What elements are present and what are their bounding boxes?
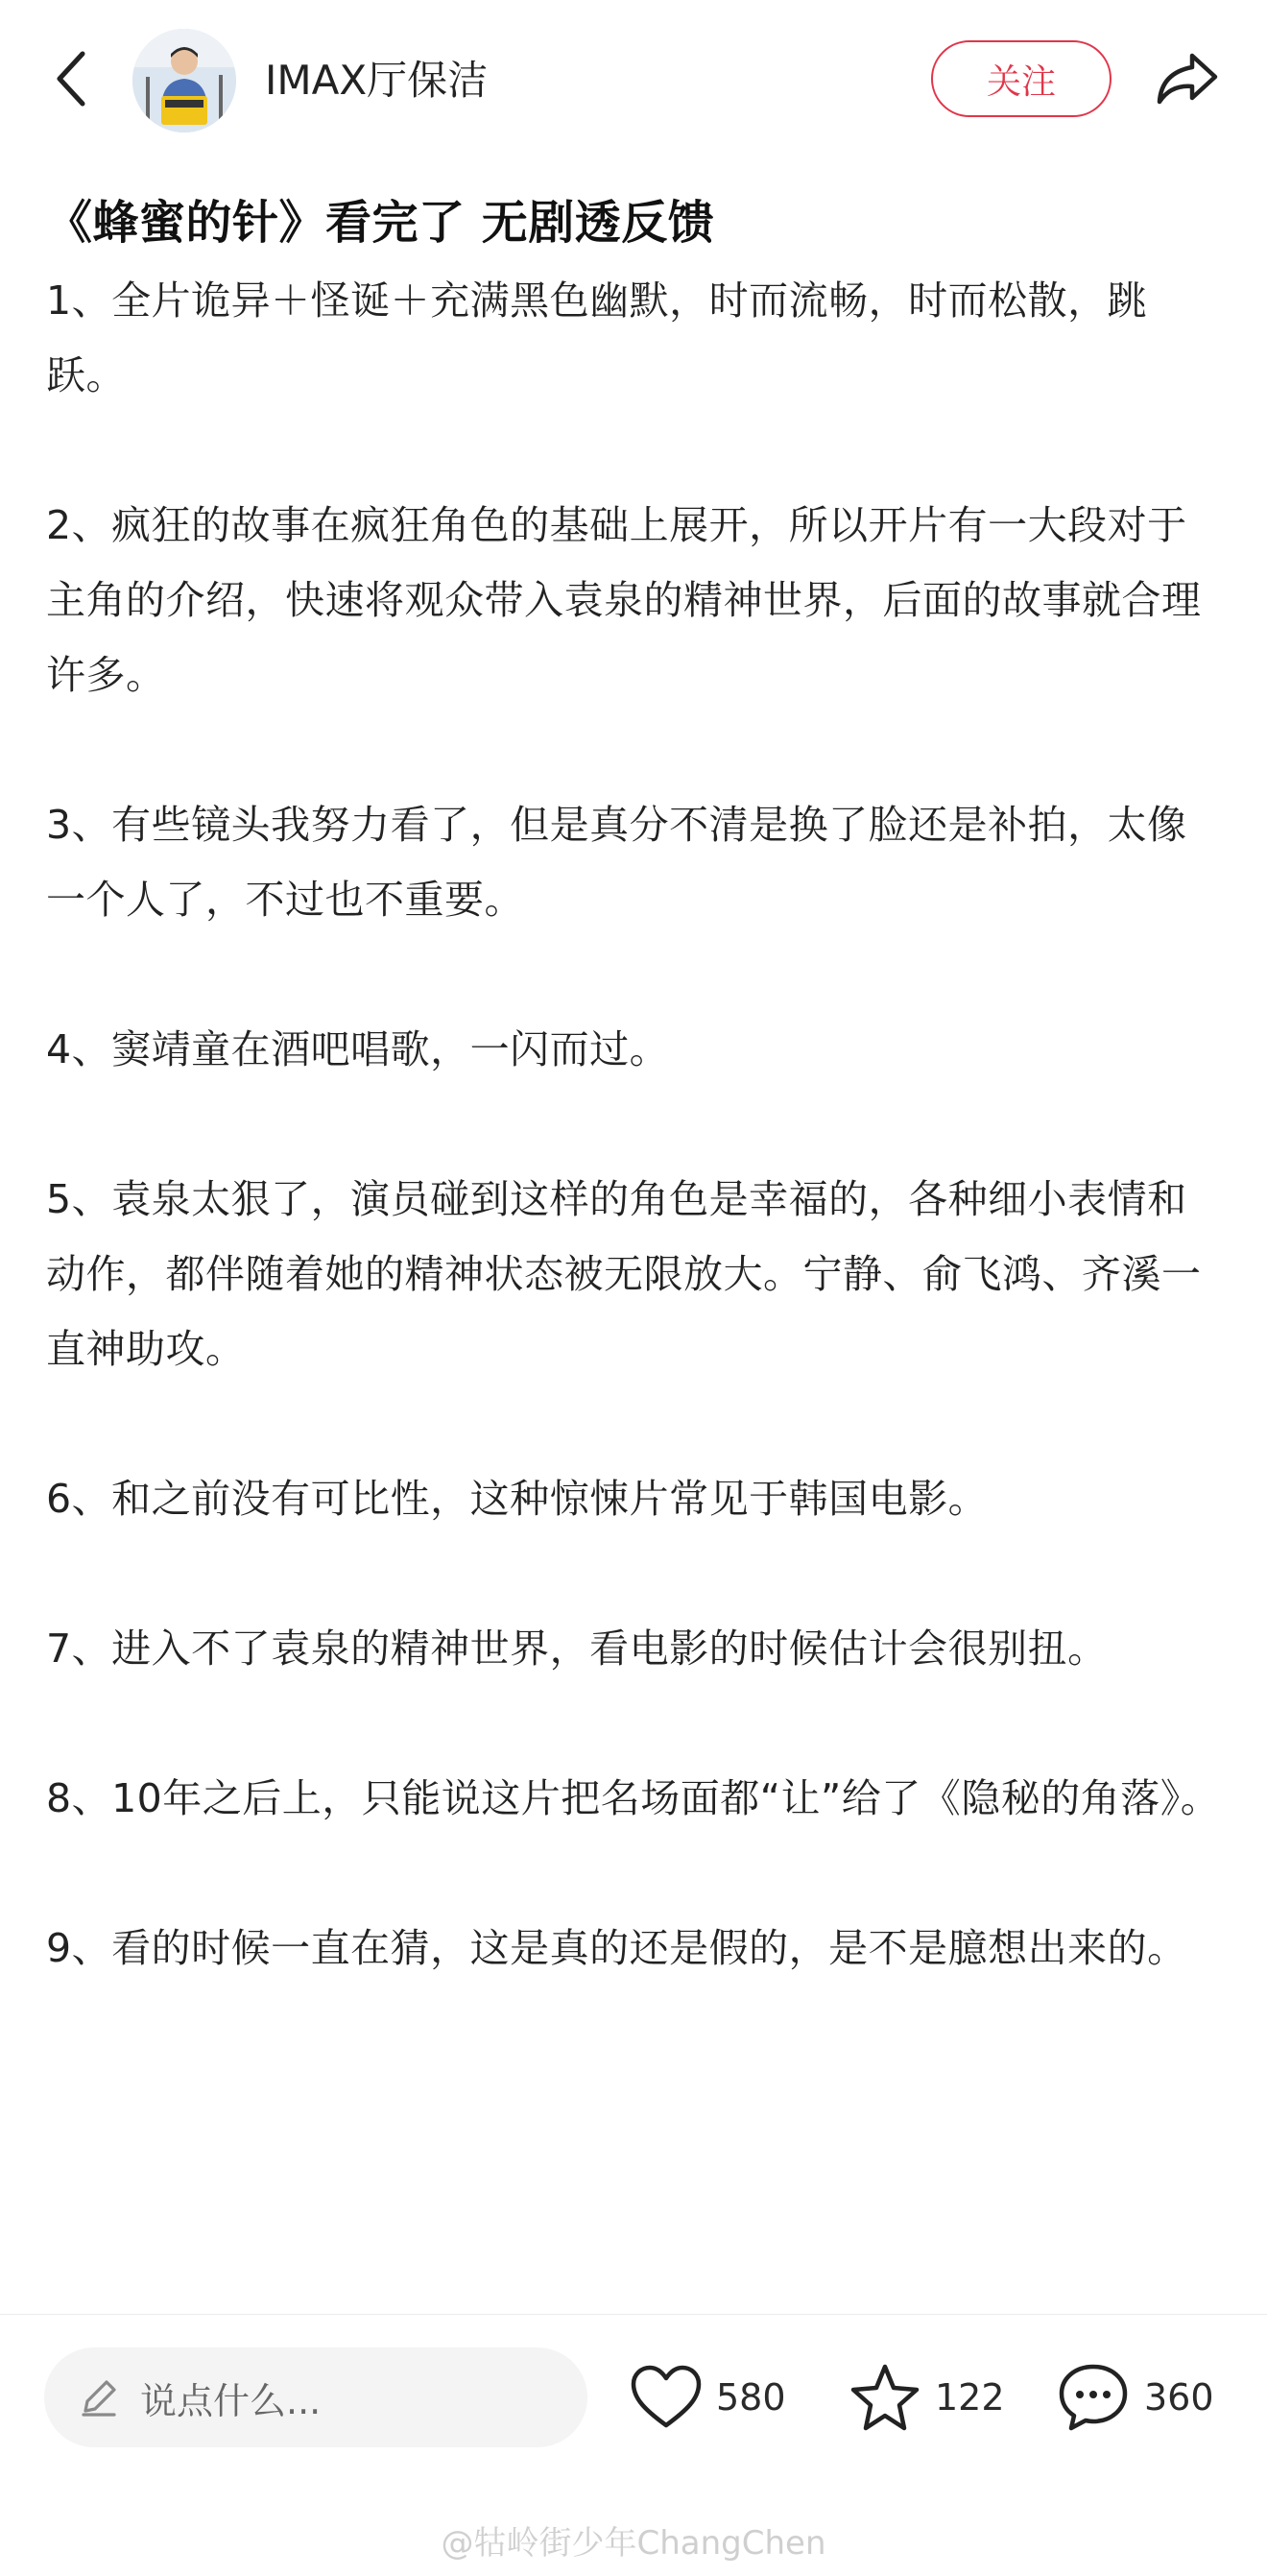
top-navigation-bar <box>0 0 1267 163</box>
bottom-action-bar <box>0 2314 1267 2576</box>
avatar[interactable] <box>132 29 236 132</box>
user-avatar-icon <box>132 29 236 132</box>
favorite-button[interactable] <box>849 2353 1005 2442</box>
post-paragraph-5: 5、袁泉太狠了，演员碰到这样的角色是幸福的，各种细小表情和动作，都伴随着她的精神状态被无限放大。宁静、俞飞鸿、齐溪一直神助攻。 <box>46 1176 1202 1372</box>
post-body <box>46 263 1227 1986</box>
share-arrow-icon <box>1154 50 1219 108</box>
post-paragraph-1: 1、全片诡异＋怪诞＋充满黑色幽默，时而流畅，时而松散，跳跃。 <box>46 277 1148 398</box>
post-paragraph-2: 2、疯狂的故事在疯狂角色的基础上展开，所以开片有一大段对于主角的介绍，快速将观众带入袁泉的精神世界，后面的故事就合理许多。 <box>46 502 1202 698</box>
comment-input[interactable] <box>44 2347 587 2447</box>
follow-button[interactable]: 关注 <box>931 40 1112 117</box>
post-paragraph-6: 6、和之前没有可比性，这种惊悚片常见于韩国电影。 <box>46 1476 989 1522</box>
favorite-count: 122 <box>935 2376 1005 2419</box>
post-paragraph-9: 9、看的时候一直在猜，这是真的还是假的，是不是臆想出来的。 <box>46 1925 1187 1971</box>
post-title: 《蜂蜜的针》看完了 无剧透反馈 <box>46 196 715 250</box>
chevron-left-icon <box>52 48 90 109</box>
post-paragraph-7: 7、进入不了袁泉的精神世界，看电影的时候估计会很别扭。 <box>46 1625 1108 1672</box>
post-paragraph-4: 4、窦靖童在酒吧唱歌，一闪而过。 <box>46 1026 670 1072</box>
watermark: @牯岭街少年ChangChen <box>441 2524 826 2563</box>
comment-placeholder: 说点什么... <box>140 2379 322 2422</box>
pencil-icon <box>75 2373 123 2421</box>
post-paragraph-8: 8、10年之后上，只能说这片把名场面都“让”给了《隐秘的角落》。 <box>46 1775 1221 1821</box>
share-button[interactable] <box>1148 40 1225 117</box>
like-button[interactable] <box>630 2353 786 2442</box>
post-paragraph-3: 3、有些镜头我努力看了，但是真分不清是换了脸还是补拍，太像一个人了，不过也不重要。 <box>46 802 1187 923</box>
comment-count: 360 <box>1144 2376 1214 2419</box>
comment-button[interactable] <box>1056 2353 1214 2442</box>
star-icon <box>849 2362 921 2433</box>
back-button[interactable] <box>42 40 100 117</box>
comment-bubble-icon <box>1056 2361 1131 2434</box>
like-count: 580 <box>716 2376 786 2419</box>
heart-icon <box>630 2364 703 2431</box>
post-content <box>46 184 1227 2060</box>
author-name[interactable]: IMAX厅保洁 <box>265 57 489 104</box>
